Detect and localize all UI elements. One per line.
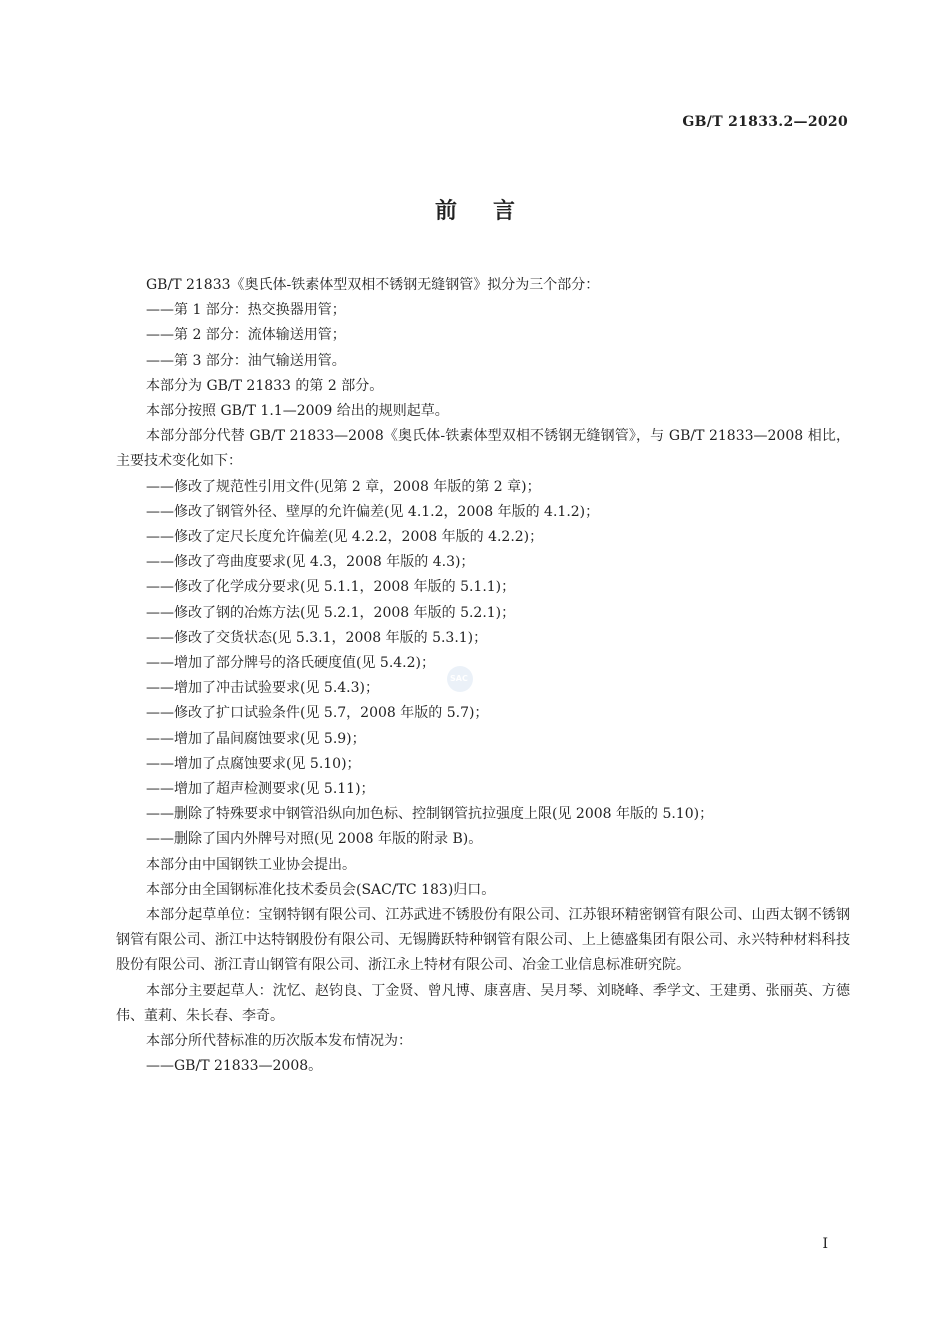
change-item: ——增加了部分牌号的洛氏硬度值(见 5.4.2)； [146, 655, 435, 672]
change-item: ——增加了点腐蚀要求(见 5.10)； [146, 755, 361, 772]
intro-paragraph: GB/T 21833《奥氏体-铁素体型双相不锈钢无缝钢管》拟分为三个部分： [146, 277, 600, 293]
part-item: ——第 2 部分：流体输送用管； [146, 327, 346, 344]
change-item: ——修改了钢的冶炼方法(见 5.2.1，2008 年版的 5.2.1)； [146, 604, 516, 621]
change-item: ——删除了国内外牌号对照(见 2008 年版的附录 B)。 [146, 831, 483, 848]
foreword-body [116, 273, 850, 1080]
drafting-units: 本部分起草单位：宝钢特钢有限公司、江苏武进不锈股份有限公司、江苏银环精密钢管有限公司、山西太钢不锈钢钢管有限公司、浙江中达特钢股份有限公司、无锡腾跃特种钢管有限公司、上上德盛集团有限公司、永兴特种材料科技股份有限公司、浙江青山钢管有限公司、浙江永上特材有限公司、冶金工业信息标准研究院。 [116, 907, 850, 974]
change-item: ——增加了晶间腐蚀要求(见 5.9)； [146, 730, 366, 747]
change-item: ——修改了扩口试验条件(见 5.7，2008 年版的 5.7)； [146, 705, 489, 722]
standard-code: GB/T 21833.2—2020 [682, 114, 848, 130]
change-item: ——增加了超声检测要求(见 5.11)； [146, 781, 375, 798]
change-item: ——修改了定尺长度允许偏差(见 4.2.2，2008 年版的 4.2.2)； [146, 529, 544, 546]
change-item: ——修改了弯曲度要求(见 4.3，2008 年版的 4.3)； [146, 554, 475, 571]
part-statement: 本部分为 GB/T 21833 的第 2 部分。 [146, 377, 384, 394]
part-item: ——第 3 部分：油气输送用管。 [146, 352, 346, 369]
change-item: ——修改了交货状态(见 5.3.1，2008 年版的 5.3.1)； [146, 629, 488, 646]
change-item: ——修改了化学成分要求(见 5.1.1，2008 年版的 5.1.1)； [146, 579, 516, 596]
part-item: ——第 1 部分：热交换器用管； [146, 302, 346, 319]
sac-watermark-logo [447, 666, 473, 692]
change-item: ——删除了特殊要求中钢管沿纵向加色标、控制钢管抗拉强度上限(见 2008 年版的 5.10)； [146, 806, 714, 823]
rules-statement: 本部分按照 GB/T 1.1—2009 给出的规则起草。 [146, 403, 449, 420]
page-number: I [822, 1236, 828, 1252]
managed-by: 本部分由全国钢标准化技术委员会(SAC/TC 183)归口。 [146, 881, 496, 898]
page-title: 前言 [434, 198, 551, 224]
replace-statement: 本部分部分代替 GB/T 21833—2008《奥氏体-铁素体型双相不锈钢无缝钢管》，与 GB/T 21833—2008 相比，主要技术变化如下： [116, 428, 850, 470]
proposed-by: 本部分由中国钢铁工业协会提出。 [146, 856, 356, 873]
history-item: ——GB/T 21833—2008。 [146, 1058, 323, 1075]
drafters: 本部分主要起草人：沈忆、赵钧良、丁金贤、曾凡博、康喜唐、吴月琴、刘晓峰、季学文、王建勇、张丽英、方德伟、董莉、朱长春、李奇。 [116, 982, 850, 1024]
watermark-text: SAC [450, 674, 468, 683]
history-intro: 本部分所代替标准的历次版本发布情况为： [146, 1033, 412, 1050]
change-item: ——增加了冲击试验要求(见 5.4.3)； [146, 680, 379, 697]
change-item: ——修改了钢管外径、壁厚的允许偏差(见 4.1.2，2008 年版的 4.1.2)； [146, 503, 600, 520]
change-item: ——修改了规范性引用文件(见第 2 章，2008 年版的第 2 章)； [146, 478, 541, 495]
